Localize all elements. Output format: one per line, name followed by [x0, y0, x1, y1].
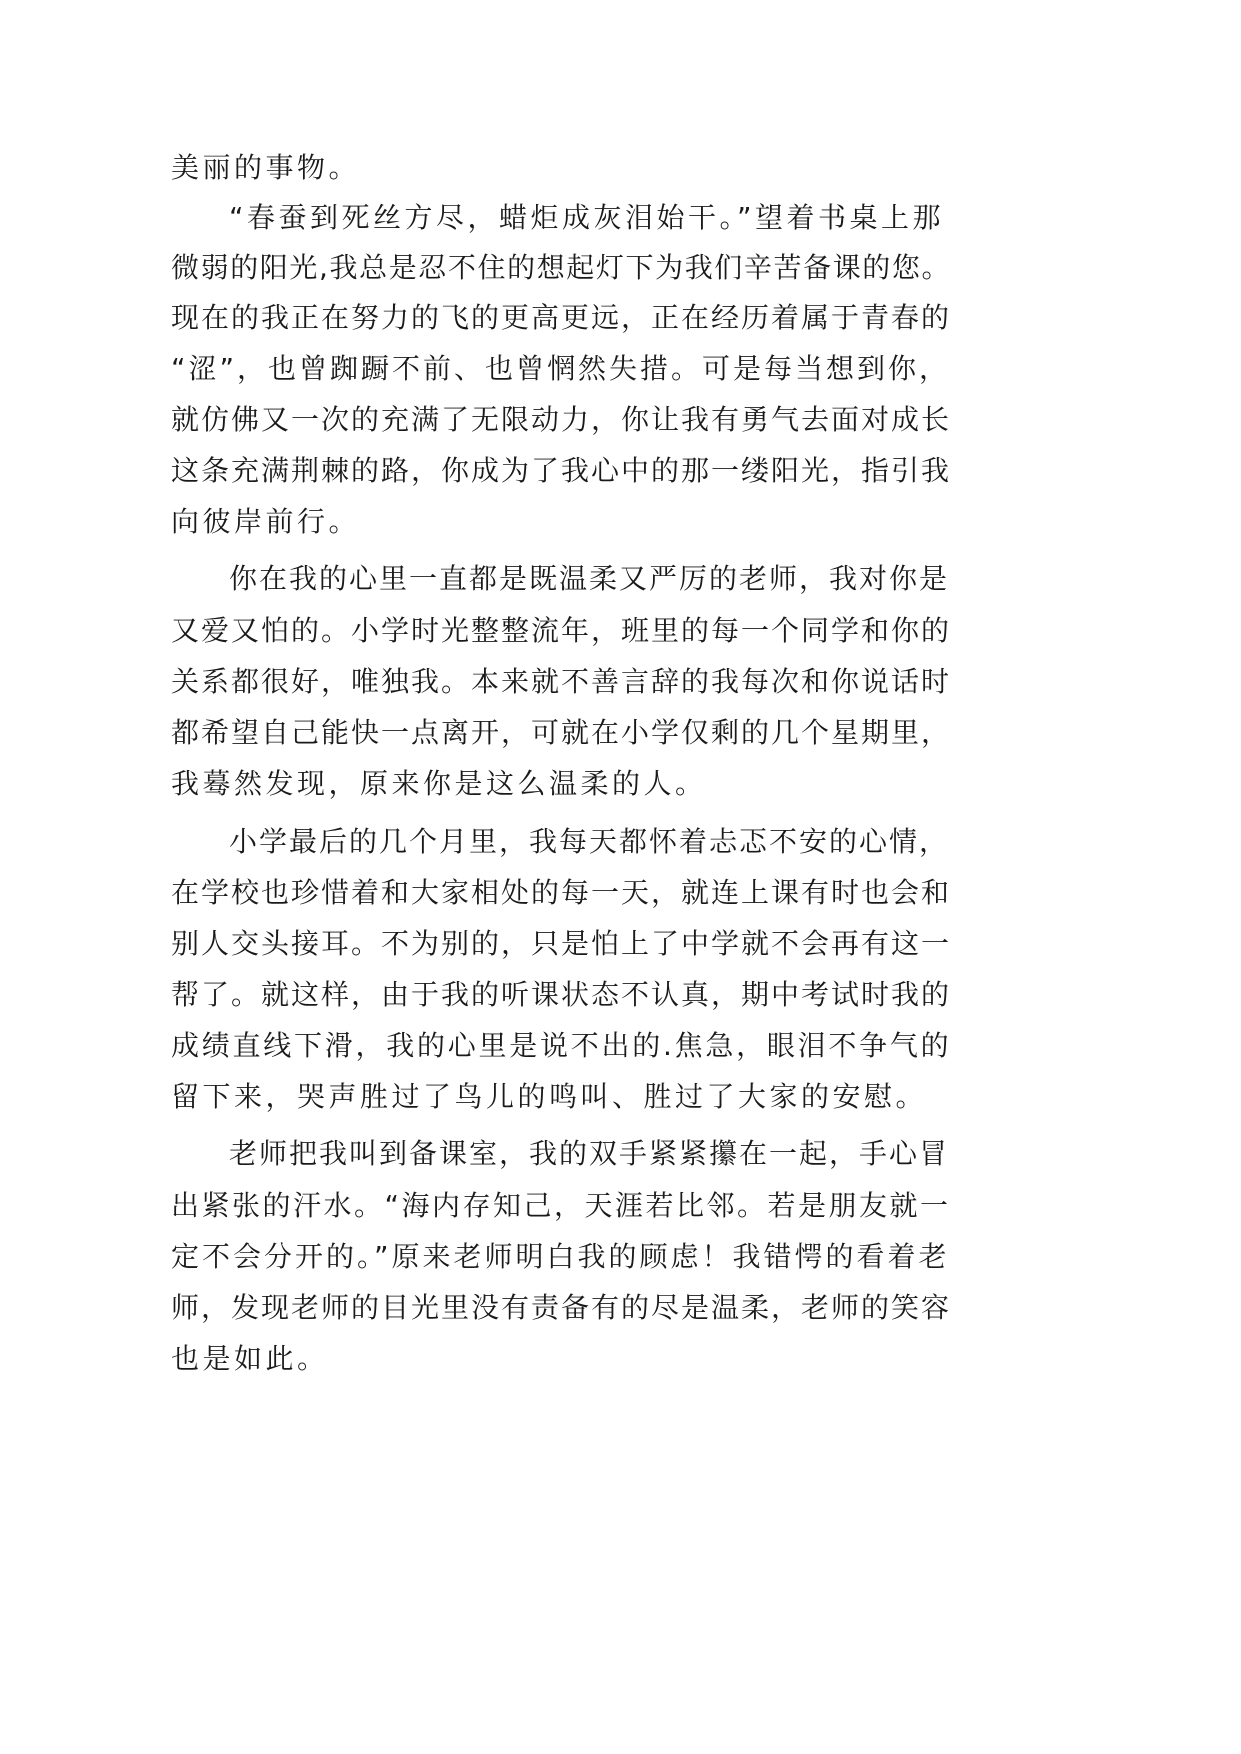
paragraph-first-line: 小学最后的几个月里，我每天都怀着忐忑不安的心情，: [229, 825, 950, 858]
text-line: 我蓦然发现，原来你是这么温柔的人。: [171, 767, 707, 800]
text-line: 关系都很好，唯独我。本来就不善言辞的我每次和你说话时: [171, 665, 952, 698]
text-line: 定不会分开的。”原来老师明白我的顾虑！我错愕的看着老: [171, 1240, 950, 1273]
text-line: 师，发现老师的目光里没有责备有的尽是温柔，老师的笑容: [171, 1291, 952, 1324]
paragraph-first-line: 你在我的心里一直都是既温柔又严厉的老师，我对你是: [229, 562, 950, 595]
text-line: 在学校也珍惜着和大家相处的每一天，就连上课有时也会和: [171, 876, 952, 909]
text-line: 美丽的事物。: [171, 151, 361, 184]
text-line: 现在的我正在努力的飞的更高更远，正在经历着属于青春的: [171, 301, 952, 334]
text-line: 帮了。就这样，由于我的听课状态不认真，期中考试时我的: [171, 978, 952, 1011]
text-line: 就仿佛又一次的充满了无限动力，你让我有勇气去面对成长: [171, 403, 952, 436]
text-line: 向彼岸前行。: [171, 505, 361, 538]
text-line: 这条充满荆棘的路，你成为了我心中的那一缕阳光，指引我: [171, 454, 952, 487]
text-line: 别人交头接耳。不为别的，只是怕上了中学就不会再有这一: [171, 927, 952, 960]
paragraph-first-line: “春蚕到死丝方尽，蜡炬成灰泪始干。”望着书桌上那: [229, 201, 945, 234]
text-line: 也是如此。: [171, 1342, 329, 1375]
text-line: 又爱又怕的。小学时光整整流年，班里的每一个同学和你的: [171, 614, 952, 647]
text-line: 出紧张的汗水。“海内存知己，天涯若比邻。若是朋友就一: [171, 1189, 951, 1222]
text-line: “涩”，也曾踟蹰不前、也曾惘然失措。可是每当想到你，: [171, 352, 951, 385]
paragraph-first-line: 老师把我叫到备课室，我的双手紧紧攥在一起，手心冒: [229, 1137, 950, 1170]
text-line: 留下来，哭声胜过了鸟儿的鸣叫、胜过了大家的安慰。: [171, 1080, 928, 1113]
text-line: 都希望自己能快一点离开，可就在小学仅剩的几个星期里，: [171, 716, 952, 749]
text-line: 成绩直线下滑，我的心里是说不出的.焦急，眼泪不争气的: [171, 1029, 952, 1062]
text-line: 微弱的阳光,我总是忍不住的想起灯下为我们辛苦备课的您。: [171, 251, 952, 284]
